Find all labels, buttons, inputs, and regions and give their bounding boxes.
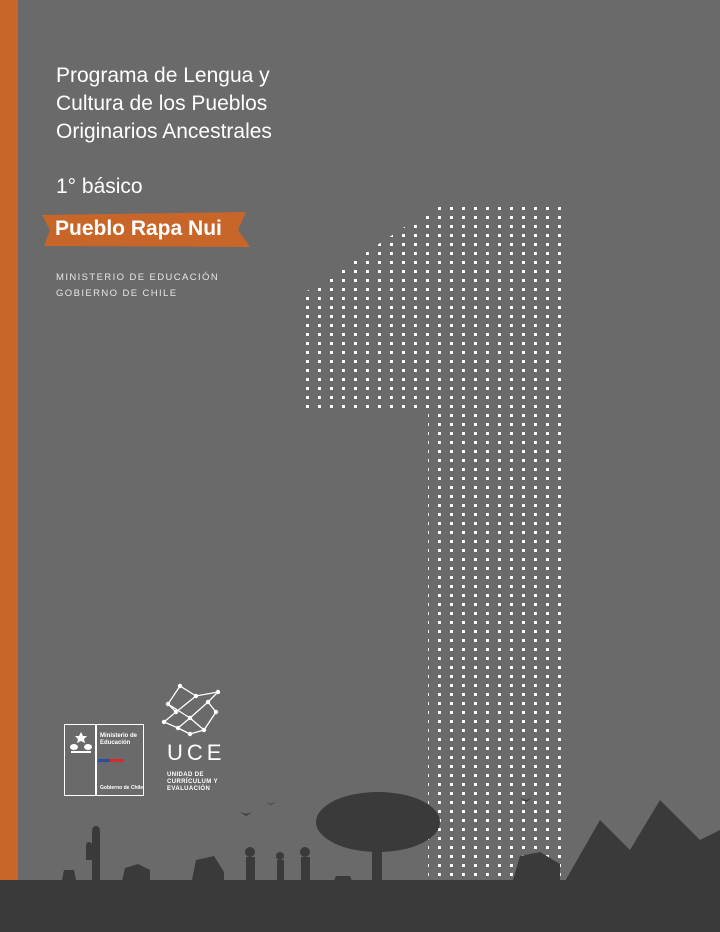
landscape-silhouette-icon: [0, 780, 720, 890]
grade-label: 1° básico: [56, 175, 143, 198]
gob-government-label: Gobierno de Chile: [100, 785, 144, 791]
coat-of-arms-icon: [66, 729, 96, 759]
uce-acronym: UCE: [167, 740, 226, 765]
people-name: Pueblo Rapa Nui: [55, 217, 222, 240]
uce-network-icon: [160, 682, 222, 738]
ministry-line-1: MINISTERIO DE EDUCACIÓN: [56, 272, 220, 283]
title-line-3: Originarios Ancestrales: [56, 120, 272, 143]
ground-band: [0, 880, 720, 932]
title-line-2: Cultura de los Pueblos: [56, 92, 268, 115]
title-line-1: Programa de Lengua y: [56, 64, 270, 87]
flag-bar: [98, 749, 124, 752]
ministry-line-2: GOBIERNO DE CHILE: [56, 288, 178, 299]
program-title: [56, 62, 356, 146]
uce-subtitle-line-1: UNIDAD DE: [167, 772, 204, 778]
people-ribbon: [40, 211, 252, 249]
uce-subtitle-line-3: EVALUACIÓN: [167, 786, 211, 792]
uce-subtitle-line-2: CURRÍCULUM Y: [167, 779, 219, 785]
gob-ministry-label: Ministerio de Educación: [100, 733, 138, 746]
ministry-block: [56, 270, 219, 302]
